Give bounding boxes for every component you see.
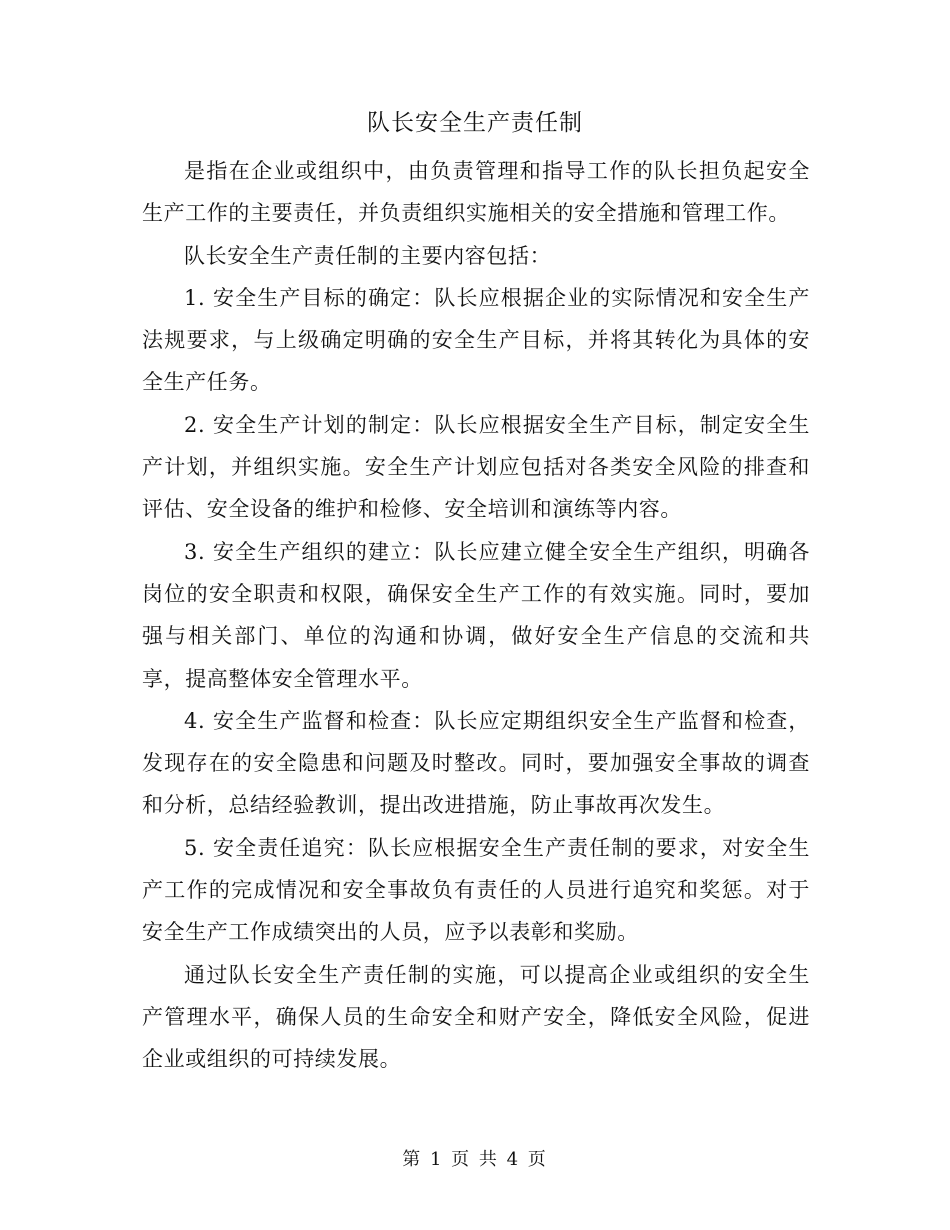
paragraph-contents-heading: 队长安全生产责任制的主要内容包括： [184,243,552,268]
paragraph-item-3: 3. 安全生产组织的建立：队长应建立健全安全生产组织，明确各岗位的安全职责和权限，确保安全生产工作的有效实施。同时，要加强与相关部门、单位的沟通和协调，做好安全生产信息的交流和共享，提高整体安全管理水平。 [142,539,810,691]
paragraph-item-1: 1. 安全生产目标的确定：队长应根据企业的实际情况和安全生产法规要求，与上级确定明确的安全生产目标，并将其转化为具体的安全生产任务。 [142,285,810,395]
paragraph-item-2: 2. 安全生产计划的制定：队长应根据安全生产目标，制定安全生产计划，并组织实施。安全生产计划应包括对各类安全风险的排查和评估、安全设备的维护和检修、安全培训和演练等内容。 [142,412,810,522]
paragraph-item-4: 4. 安全生产监督和检查：队长应定期组织安全生产监督和检查，发现存在的安全隐患和问题及时整改。同时，要加强安全事故的调查和分析，总结经验教训，提出改进措施，防止事故再次发生。 [142,708,810,818]
document-title: 队长安全生产责任制 [367,110,583,136]
paragraph-item-5: 5. 安全责任追究：队长应根据安全生产责任制的要求，对安全生产工作的完成情况和安全事故负有责任的人员进行追究和奖惩。对于安全生产工作成绩突出的人员，应予以表彰和奖励。 [142,835,810,945]
page-number-footer: 第 1 页 共 4 页 [402,1149,548,1170]
document-body [142,150,810,1081]
paragraph-conclusion: 通过队长安全生产责任制的实施，可以提高企业或组织的安全生产管理水平，确保人员的生命安全和财产安全，降低安全风险，促进企业或组织的可持续发展。 [142,962,810,1072]
paragraph-intro: 是指在企业或组织中，由负责管理和指导工作的队长担负起安全生产工作的主要责任，并负责组织实施相关的安全措施和管理工作。 [142,159,810,226]
